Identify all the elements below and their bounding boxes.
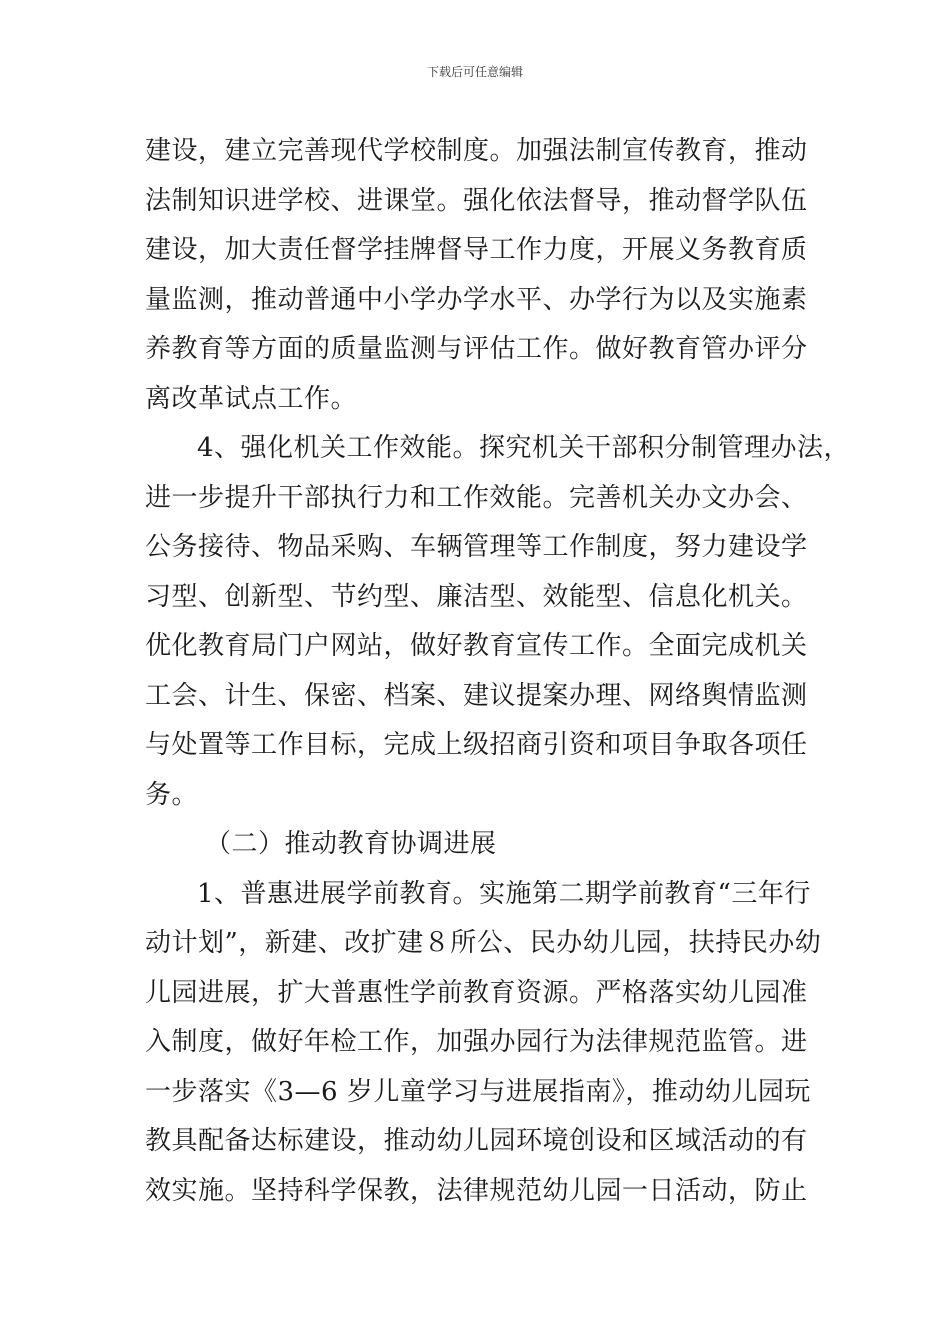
body-line: 养教育等方面的质量监测与评估工作。做好教育管办评分 — [145, 334, 808, 364]
body-line: 量监测，推动普通中小学办学水平、办学行为以及实施素 — [145, 284, 808, 315]
body-line: 优化教育局门户网站，做好教育宣传工作。全面完成机关 — [145, 631, 808, 661]
body-line: 法制知识进学校、进课堂。强化依法督导，推动督学队伍 — [145, 185, 808, 216]
body-line: 务。 — [145, 779, 199, 810]
section-heading: （二）推动教育协调进展 — [205, 829, 497, 859]
body-line: 公务接待、物品采购、车辆管理等工作制度，努力建设学 — [145, 532, 808, 562]
paragraph-start-line: 4、强化机关工作效能。探究机关干部积分制管理办法， — [197, 433, 851, 463]
body-line: 离改革试点工作。 — [145, 383, 358, 414]
page-header: 下载后可任意编辑 — [426, 65, 523, 79]
body-line: 与处置等工作目标，完成上级招商引资和项目争取各项任 — [145, 730, 808, 760]
body-line: 入制度，做好年检工作，加强办园行为法律规范监管。进 — [145, 1027, 808, 1057]
body-line: 教具配备达标建设，推动幼儿园环境创设和区域活动的有 — [145, 1126, 808, 1156]
body-line: 进一步提升干部执行力和工作效能。完善机关办文办会、 — [145, 482, 808, 513]
document-body — [145, 127, 851, 1216]
paragraph-start-line: 1、普惠进展学前教育。实施第二期学前教育“三年行 — [197, 878, 811, 909]
body-line: 效实施。坚持科学保教，法律规范幼儿园一日活动，防止 — [145, 1175, 808, 1206]
body-line: 建设，建立完善现代学校制度。加强法制宣传教育，推动 — [145, 136, 808, 166]
body-line: 习型、创新型、节约型、廉洁型、效能型、信息化机关。 — [145, 581, 808, 612]
body-line: 动计划”，新建、改扩建８所公、民办幼儿园，扶持民办幼 — [145, 928, 822, 958]
body-line: 儿园进展，扩大普惠性学前教育资源。严格落实幼儿园准 — [145, 977, 808, 1008]
body-line: 一步落实《3—6 岁儿童学习与进展指南》，推动幼儿园玩 — [145, 1076, 811, 1107]
body-line: 建设，加大责任督学挂牌督导工作力度，开展义务教育质 — [145, 235, 808, 265]
body-line: 工会、计生、保密、档案、建议提案办理、网络舆情监测 — [145, 680, 808, 711]
